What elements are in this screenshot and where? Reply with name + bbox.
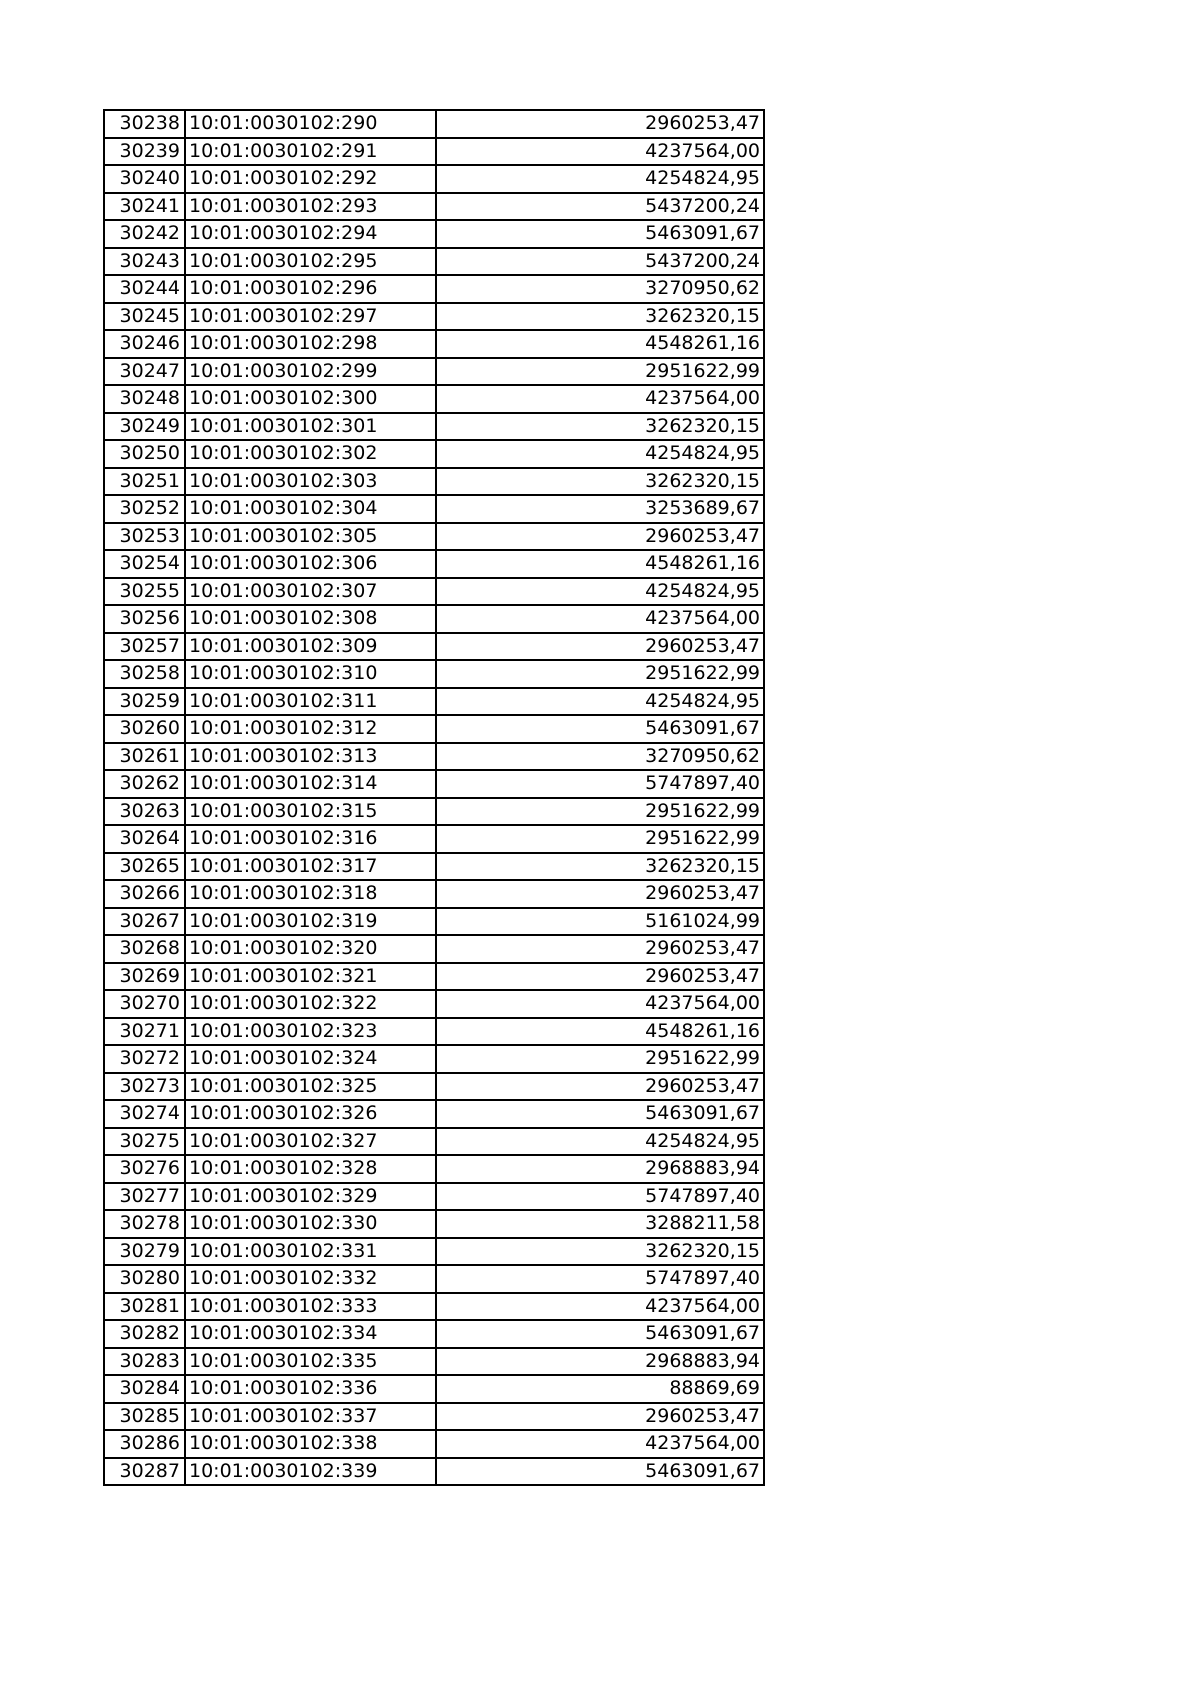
cadastral-number-cell: 10:01:0030102:314: [185, 770, 436, 798]
value-cell: 3262320,15: [436, 853, 764, 881]
table-row: [104, 550, 764, 578]
row-number-cell: 30271: [104, 1018, 185, 1046]
value-cell: 4548261,16: [436, 1018, 764, 1046]
row-number-cell: 30259: [104, 688, 185, 716]
table-row: [104, 495, 764, 523]
value-cell: 4237564,00: [436, 990, 764, 1018]
table-row: [104, 1045, 764, 1073]
value-cell: 4254824,95: [436, 578, 764, 606]
cadastral-number-cell: 10:01:0030102:312: [185, 715, 436, 743]
cadastral-number-cell: 10:01:0030102:326: [185, 1100, 436, 1128]
cadastral-number-cell: 10:01:0030102:294: [185, 220, 436, 248]
value-cell: 3270950,62: [436, 743, 764, 771]
row-number-cell: 30248: [104, 385, 185, 413]
cadastral-number-cell: 10:01:0030102:333: [185, 1293, 436, 1321]
cadastral-number-cell: 10:01:0030102:324: [185, 1045, 436, 1073]
value-cell: 3262320,15: [436, 413, 764, 441]
table-row: [104, 1100, 764, 1128]
row-number-cell: 30239: [104, 138, 185, 166]
value-cell: 4237564,00: [436, 1430, 764, 1458]
value-cell: 2960253,47: [436, 110, 764, 138]
cadastral-number-cell: 10:01:0030102:336: [185, 1375, 436, 1403]
table-row: [104, 660, 764, 688]
cadastral-number-cell: 10:01:0030102:320: [185, 935, 436, 963]
cadastral-number-cell: 10:01:0030102:291: [185, 138, 436, 166]
row-number-cell: 30279: [104, 1238, 185, 1266]
value-cell: 3262320,15: [436, 303, 764, 331]
table-row: [104, 633, 764, 661]
value-cell: 3253689,67: [436, 495, 764, 523]
cadastral-number-cell: 10:01:0030102:293: [185, 193, 436, 221]
row-number-cell: 30276: [104, 1155, 185, 1183]
row-number-cell: 30256: [104, 605, 185, 633]
table-row: [104, 1073, 764, 1101]
cadastral-number-cell: 10:01:0030102:317: [185, 853, 436, 881]
table-row: [104, 743, 764, 771]
value-cell: 5747897,40: [436, 770, 764, 798]
value-cell: 2960253,47: [436, 633, 764, 661]
cadastral-number-cell: 10:01:0030102:335: [185, 1348, 436, 1376]
value-cell: 4237564,00: [436, 138, 764, 166]
cadastral-number-cell: 10:01:0030102:318: [185, 880, 436, 908]
row-number-cell: 30280: [104, 1265, 185, 1293]
cadastral-number-cell: 10:01:0030102:297: [185, 303, 436, 331]
value-cell: 4237564,00: [436, 1293, 764, 1321]
value-cell: 2960253,47: [436, 1073, 764, 1101]
row-number-cell: 30254: [104, 550, 185, 578]
cadastral-number-cell: 10:01:0030102:327: [185, 1128, 436, 1156]
cadastral-number-cell: 10:01:0030102:325: [185, 1073, 436, 1101]
cadastral-number-cell: 10:01:0030102:300: [185, 385, 436, 413]
value-cell: 4548261,16: [436, 550, 764, 578]
table-row: [104, 1183, 764, 1211]
row-number-cell: 30267: [104, 908, 185, 936]
row-number-cell: 30260: [104, 715, 185, 743]
cadastral-number-cell: 10:01:0030102:308: [185, 605, 436, 633]
row-number-cell: 30268: [104, 935, 185, 963]
row-number-cell: 30266: [104, 880, 185, 908]
cadastral-number-cell: 10:01:0030102:337: [185, 1403, 436, 1431]
table-row: [104, 770, 764, 798]
table-row: [104, 1403, 764, 1431]
cadastral-number-cell: 10:01:0030102:306: [185, 550, 436, 578]
row-number-cell: 30281: [104, 1293, 185, 1321]
table-row: [104, 248, 764, 276]
row-number-cell: 30249: [104, 413, 185, 441]
cadastral-number-cell: 10:01:0030102:304: [185, 495, 436, 523]
value-cell: 2960253,47: [436, 1403, 764, 1431]
row-number-cell: 30277: [104, 1183, 185, 1211]
row-number-cell: 30264: [104, 825, 185, 853]
row-number-cell: 30252: [104, 495, 185, 523]
cadastral-number-cell: 10:01:0030102:316: [185, 825, 436, 853]
table-row: [104, 1155, 764, 1183]
value-cell: 4254824,95: [436, 440, 764, 468]
table-row: [104, 1375, 764, 1403]
table-row: [104, 1018, 764, 1046]
value-cell: 5747897,40: [436, 1183, 764, 1211]
cadastral-number-cell: 10:01:0030102:307: [185, 578, 436, 606]
value-cell: 5463091,67: [436, 1320, 764, 1348]
value-cell: 2968883,94: [436, 1348, 764, 1376]
table-row: [104, 1210, 764, 1238]
value-cell: 2960253,47: [436, 935, 764, 963]
table-row: [104, 605, 764, 633]
value-cell: 88869,69: [436, 1375, 764, 1403]
value-cell: 3262320,15: [436, 1238, 764, 1266]
table-row: [104, 908, 764, 936]
row-number-cell: 30258: [104, 660, 185, 688]
table-row: [104, 110, 764, 138]
row-number-cell: 30262: [104, 770, 185, 798]
row-number-cell: 30242: [104, 220, 185, 248]
value-cell: 5437200,24: [436, 193, 764, 221]
value-cell: 5463091,67: [436, 220, 764, 248]
value-cell: 4548261,16: [436, 330, 764, 358]
row-number-cell: 30278: [104, 1210, 185, 1238]
cadastral-number-cell: 10:01:0030102:296: [185, 275, 436, 303]
table-row: [104, 1430, 764, 1458]
row-number-cell: 30251: [104, 468, 185, 496]
table-body: [104, 110, 764, 1485]
table-row: [104, 385, 764, 413]
value-cell: 2960253,47: [436, 880, 764, 908]
row-number-cell: 30255: [104, 578, 185, 606]
value-cell: 2960253,47: [436, 523, 764, 551]
cadastral-number-cell: 10:01:0030102:313: [185, 743, 436, 771]
table-row: [104, 138, 764, 166]
value-cell: 3262320,15: [436, 468, 764, 496]
cadastral-number-cell: 10:01:0030102:290: [185, 110, 436, 138]
table-row: [104, 468, 764, 496]
value-cell: 2951622,99: [436, 825, 764, 853]
cadastral-number-cell: 10:01:0030102:339: [185, 1458, 436, 1486]
value-cell: 2951622,99: [436, 1045, 764, 1073]
table-row: [104, 1238, 764, 1266]
row-number-cell: 30240: [104, 165, 185, 193]
row-number-cell: 30257: [104, 633, 185, 661]
value-cell: 2960253,47: [436, 963, 764, 991]
value-cell: 2951622,99: [436, 358, 764, 386]
value-cell: 5747897,40: [436, 1265, 764, 1293]
cadastral-number-cell: 10:01:0030102:301: [185, 413, 436, 441]
table-row: [104, 1458, 764, 1486]
row-number-cell: 30274: [104, 1100, 185, 1128]
row-number-cell: 30250: [104, 440, 185, 468]
row-number-cell: 30284: [104, 1375, 185, 1403]
table-row: [104, 935, 764, 963]
table-row: [104, 440, 764, 468]
table-row: [104, 165, 764, 193]
cadastral-number-cell: 10:01:0030102:309: [185, 633, 436, 661]
table-row: [104, 330, 764, 358]
table-row: [104, 1348, 764, 1376]
row-number-cell: 30286: [104, 1430, 185, 1458]
row-number-cell: 30261: [104, 743, 185, 771]
row-number-cell: 30275: [104, 1128, 185, 1156]
cadastral-number-cell: 10:01:0030102:303: [185, 468, 436, 496]
row-number-cell: 30246: [104, 330, 185, 358]
cadastral-number-cell: 10:01:0030102:311: [185, 688, 436, 716]
cadastral-number-cell: 10:01:0030102:305: [185, 523, 436, 551]
row-number-cell: 30269: [104, 963, 185, 991]
value-cell: 2951622,99: [436, 660, 764, 688]
value-cell: 2951622,99: [436, 798, 764, 826]
value-cell: 4237564,00: [436, 605, 764, 633]
cadastral-number-cell: 10:01:0030102:310: [185, 660, 436, 688]
row-number-cell: 30247: [104, 358, 185, 386]
table-row: [104, 578, 764, 606]
cadastral-number-cell: 10:01:0030102:302: [185, 440, 436, 468]
cadastral-number-cell: 10:01:0030102:332: [185, 1265, 436, 1293]
cadastral-number-cell: 10:01:0030102:328: [185, 1155, 436, 1183]
value-cell: 5161024,99: [436, 908, 764, 936]
table-row: [104, 1320, 764, 1348]
row-number-cell: 30270: [104, 990, 185, 1018]
table-row: [104, 1128, 764, 1156]
table-row: [104, 358, 764, 386]
value-cell: 4254824,95: [436, 1128, 764, 1156]
cadastral-number-cell: 10:01:0030102:319: [185, 908, 436, 936]
cadastral-number-cell: 10:01:0030102:322: [185, 990, 436, 1018]
value-cell: 5463091,67: [436, 1100, 764, 1128]
cadastral-number-cell: 10:01:0030102:334: [185, 1320, 436, 1348]
value-cell: 4254824,95: [436, 688, 764, 716]
cadastral-number-cell: 10:01:0030102:298: [185, 330, 436, 358]
value-cell: 5463091,67: [436, 1458, 764, 1486]
row-number-cell: 30282: [104, 1320, 185, 1348]
table-row: [104, 963, 764, 991]
row-number-cell: 30287: [104, 1458, 185, 1486]
row-number-cell: 30253: [104, 523, 185, 551]
value-cell: 3288211,58: [436, 1210, 764, 1238]
cadastral-number-cell: 10:01:0030102:338: [185, 1430, 436, 1458]
table-row: [104, 303, 764, 331]
table-row: [104, 688, 764, 716]
row-number-cell: 30245: [104, 303, 185, 331]
cadastral-number-cell: 10:01:0030102:330: [185, 1210, 436, 1238]
row-number-cell: 30265: [104, 853, 185, 881]
value-cell: 4237564,00: [436, 385, 764, 413]
table-row: [104, 853, 764, 881]
row-number-cell: 30244: [104, 275, 185, 303]
table-row: [104, 220, 764, 248]
cadastral-number-cell: 10:01:0030102:323: [185, 1018, 436, 1046]
row-number-cell: 30283: [104, 1348, 185, 1376]
value-cell: 5463091,67: [436, 715, 764, 743]
table-row: [104, 990, 764, 1018]
cadastral-number-cell: 10:01:0030102:292: [185, 165, 436, 193]
table-row: [104, 880, 764, 908]
table-row: [104, 413, 764, 441]
table-row: [104, 275, 764, 303]
table-row: [104, 715, 764, 743]
row-number-cell: 30273: [104, 1073, 185, 1101]
row-number-cell: 30263: [104, 798, 185, 826]
table-row: [104, 798, 764, 826]
table-row: [104, 523, 764, 551]
cadastral-number-cell: 10:01:0030102:295: [185, 248, 436, 276]
cadastral-value-table: [103, 109, 765, 1486]
row-number-cell: 30243: [104, 248, 185, 276]
row-number-cell: 30272: [104, 1045, 185, 1073]
value-cell: 4254824,95: [436, 165, 764, 193]
table-row: [104, 1293, 764, 1321]
cadastral-number-cell: 10:01:0030102:329: [185, 1183, 436, 1211]
table-row: [104, 193, 764, 221]
row-number-cell: 30238: [104, 110, 185, 138]
cadastral-number-cell: 10:01:0030102:321: [185, 963, 436, 991]
value-cell: 5437200,24: [436, 248, 764, 276]
row-number-cell: 30241: [104, 193, 185, 221]
table-row: [104, 825, 764, 853]
value-cell: 3270950,62: [436, 275, 764, 303]
value-cell: 2968883,94: [436, 1155, 764, 1183]
cadastral-number-cell: 10:01:0030102:315: [185, 798, 436, 826]
row-number-cell: 30285: [104, 1403, 185, 1431]
table-row: [104, 1265, 764, 1293]
cadastral-number-cell: 10:01:0030102:331: [185, 1238, 436, 1266]
cadastral-number-cell: 10:01:0030102:299: [185, 358, 436, 386]
